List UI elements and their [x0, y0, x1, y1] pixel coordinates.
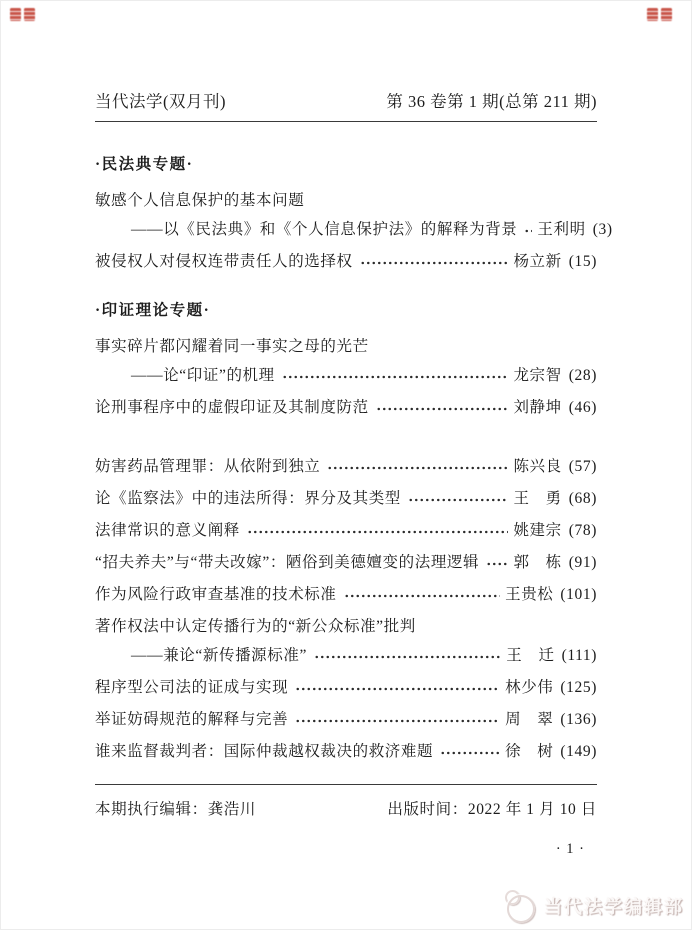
entry-title: 妨害药品管理罪：从依附到独立 — [95, 458, 321, 475]
toc-entry — [95, 456, 597, 477]
entry-author: 王 勇 — [513, 490, 562, 507]
entry-title-line — [95, 336, 597, 357]
entry-author-block — [513, 488, 597, 509]
entry-page-number: (91) — [568, 554, 597, 571]
entry-title: 作为风险行政审查基准的技术标准 — [95, 586, 337, 603]
dot-leader — [440, 741, 500, 762]
journal-logo-icon — [504, 890, 536, 922]
entry-author: 杨立新 — [513, 253, 562, 270]
toc-entry — [95, 336, 597, 386]
entry-title-line — [95, 190, 597, 211]
dot-leader — [486, 552, 508, 573]
entry-page-number: (57) — [568, 458, 597, 475]
entry-author-block — [513, 397, 597, 418]
entry-author-block — [513, 251, 597, 272]
entry-subtitle: ——论“印证”的机理 — [131, 367, 275, 384]
entry-title-line — [95, 520, 597, 541]
toc-section — [95, 456, 597, 762]
toc-entry — [95, 488, 597, 509]
entry-page-number: (149) — [560, 743, 597, 760]
section-heading: ·印证理论专题· — [95, 302, 211, 319]
toc-entry — [95, 520, 597, 541]
entry-title: 被侵权人对侵权连带责任人的选择权 — [95, 253, 353, 270]
toc-entry — [95, 190, 613, 240]
entry-author-block — [505, 677, 597, 698]
entry-page-number: (78) — [568, 522, 597, 539]
entry-author-block — [505, 709, 597, 730]
entry-title: 论刑事程序中的虚假印证及其制度防范 — [95, 399, 369, 416]
toc-section — [95, 298, 597, 418]
entry-title: 著作权法中认定传播行为的“新公众标准”批判 — [95, 618, 416, 635]
entry-title-line — [95, 709, 597, 730]
dot-leader — [247, 520, 509, 541]
section-entries — [95, 336, 597, 418]
issue-info: 第 36 卷第 1 期(总第 211 期) — [386, 92, 597, 111]
entry-author: 郭 栋 — [513, 554, 562, 571]
red-seal-mark-left — [10, 8, 35, 21]
entry-author-block — [537, 219, 612, 240]
entry-author: 林少伟 — [505, 679, 554, 696]
toc-entry — [95, 584, 597, 605]
entry-subtitle: ——兼论“新传播源标准” — [131, 647, 307, 664]
entry-author: 刘静坤 — [513, 399, 562, 416]
entry-page-number: (46) — [568, 399, 597, 416]
footer — [95, 797, 597, 819]
entry-page-number: (111) — [561, 647, 597, 664]
entry-title: “招夫养夫”与“带夫改嫁”：陋俗到美德嬗变的法理逻辑 — [95, 554, 480, 571]
dot-leader — [344, 584, 501, 605]
dot-leader — [295, 709, 500, 730]
entry-author-block — [513, 456, 597, 477]
entry-author: 龙宗智 — [513, 367, 562, 384]
entry-title: 论《监察法》中的违法所得：界分及其类型 — [95, 490, 401, 507]
entry-title: 谁来监督裁判者：国际仲裁越权裁决的救济难题 — [95, 743, 434, 760]
entry-author: 王利明 — [537, 221, 586, 238]
entry-author-block — [505, 584, 597, 605]
entry-title: 敏感个人信息保护的基本问题 — [95, 192, 305, 209]
entry-author: 王 迁 — [506, 647, 555, 664]
entry-author: 周 翠 — [505, 711, 554, 728]
entry-subtitle: ——以《民法典》和《个人信息保护法》的解释为背景 — [131, 221, 518, 238]
entry-subtitle-line — [95, 219, 613, 240]
entry-page-number: (101) — [560, 586, 597, 603]
dot-leader — [376, 397, 509, 418]
entry-title-line — [95, 488, 597, 509]
entry-title-line — [95, 677, 597, 698]
entry-author: 姚建宗 — [513, 522, 562, 539]
toc-entry — [95, 741, 597, 762]
section-entries — [95, 456, 597, 762]
header-rule — [95, 121, 597, 122]
toc-entry — [95, 616, 597, 666]
dot-leader — [360, 251, 509, 272]
entry-subtitle-line — [95, 645, 597, 666]
dot-leader — [524, 219, 532, 240]
entry-title: 举证妨碍规范的解释与完善 — [95, 711, 289, 728]
footer-rule — [95, 784, 597, 785]
entry-page-number: (136) — [560, 711, 597, 728]
entry-page-number: (15) — [568, 253, 597, 270]
entry-subtitle-line — [95, 365, 597, 386]
dot-leader — [282, 365, 509, 386]
toc-entry — [95, 251, 597, 272]
entry-author-block — [513, 520, 597, 541]
entry-title: 事实碎片都闪耀着同一事实之母的光芒 — [95, 338, 369, 355]
entry-author-block — [505, 741, 597, 762]
toc-entry — [95, 397, 597, 418]
editorial-watermark — [504, 890, 684, 922]
entry-page-number: (28) — [568, 367, 597, 384]
red-seal-mark-right — [647, 8, 672, 21]
toc-entry — [95, 677, 597, 698]
toc-sections — [95, 152, 613, 762]
entry-title-line — [95, 584, 597, 605]
masthead — [95, 88, 597, 112]
toc-entry — [95, 552, 597, 573]
entry-title-line — [95, 552, 597, 573]
entry-title-line — [95, 251, 597, 272]
entry-page-number: (68) — [568, 490, 597, 507]
dot-leader — [314, 645, 501, 666]
toc-section — [95, 152, 613, 272]
page-content — [95, 88, 613, 858]
entry-author: 陈兴良 — [513, 458, 562, 475]
section-heading: ·民法典专题· — [95, 156, 194, 173]
entry-title-line — [95, 616, 597, 637]
entry-title-line — [95, 741, 597, 762]
publish-date: 出版时间：2022 年 1 月 10 日 — [387, 801, 597, 818]
entry-author-block — [513, 552, 597, 573]
journal-title: 当代法学(双月刊) — [95, 92, 226, 111]
entry-author-block — [506, 645, 597, 666]
entry-page-number: (125) — [560, 679, 597, 696]
entry-page-number: (3) — [592, 221, 613, 238]
dot-leader — [408, 488, 509, 509]
entry-title-line — [95, 397, 597, 418]
page-number: · 1 · — [555, 841, 585, 857]
entry-title: 法律常识的意义阐释 — [95, 522, 240, 539]
toc-entry — [95, 709, 597, 730]
entry-author: 徐 树 — [505, 743, 554, 760]
section-entries — [95, 190, 613, 272]
executive-editor: 本期执行编辑：龚浩川 — [95, 801, 257, 818]
dot-leader — [295, 677, 500, 698]
entry-author-block — [513, 365, 597, 386]
entry-author: 王贵松 — [505, 586, 554, 603]
entry-title-line — [95, 456, 597, 477]
watermark-label: 当代法学编辑部 — [544, 897, 684, 917]
entry-title: 程序型公司法的证成与实现 — [95, 679, 289, 696]
dot-leader — [327, 456, 508, 477]
